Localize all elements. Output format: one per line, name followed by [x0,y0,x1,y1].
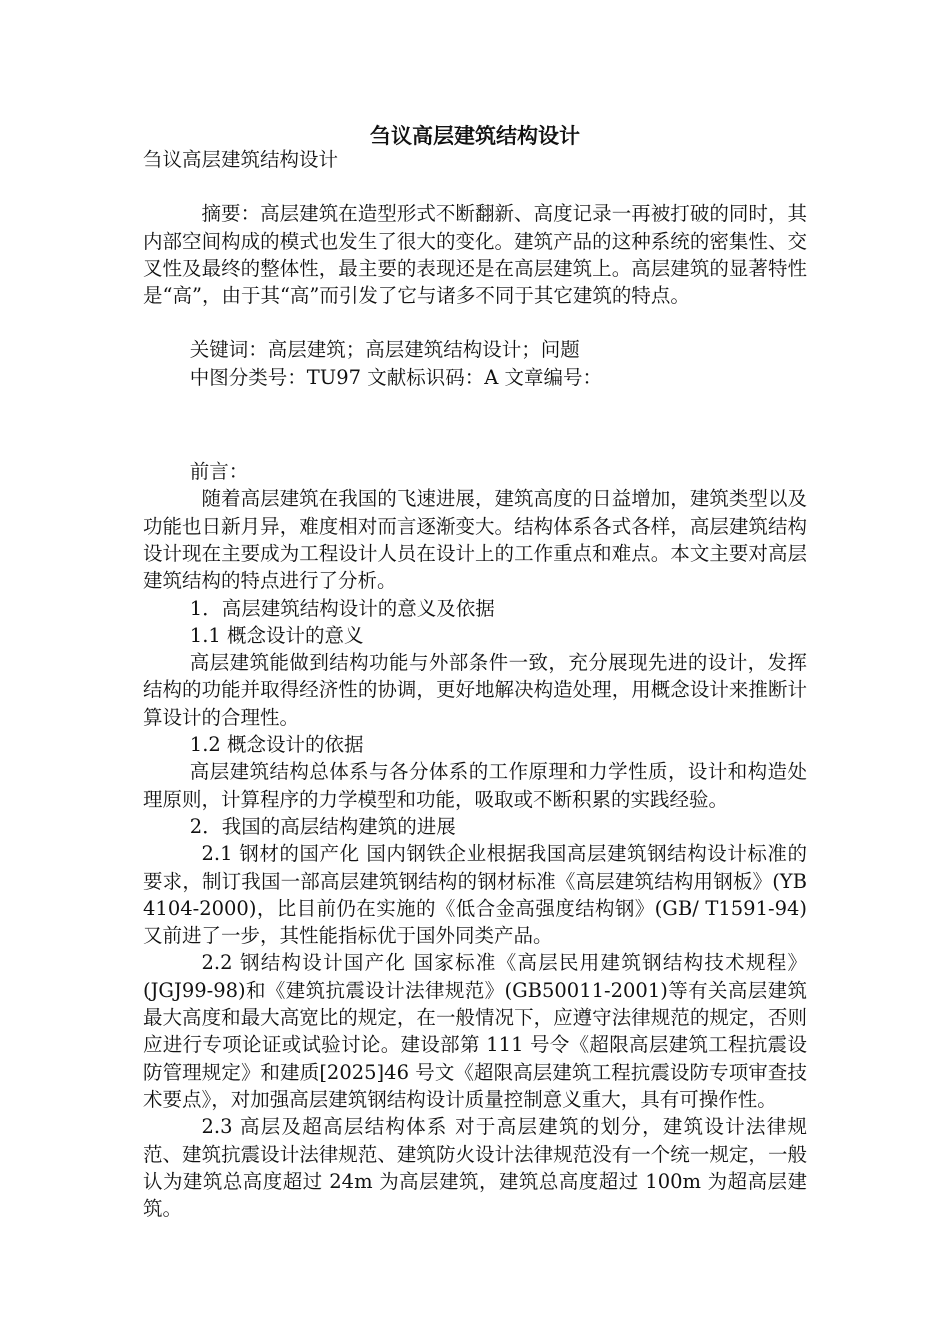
section-1-2-heading: 1.2 概念设计的依据 [189,733,364,757]
spacer [143,438,807,458]
spacer [143,418,807,438]
section-2-3-paragraph: 2.3 高层及超高层结构体系 对于高层建筑的划分，建筑设计法律规范、建筑抗震设计法律规范、建筑防火设计法律规范没有一个统一规定，一般认为建筑总高度超过 24m 为高层建筑，建筑总高度超过 100m 为超高层建筑。 [143,1115,807,1221]
section-1-2-paragraph: 高层建筑结构总体系与各分体系的工作原理和力学性质，设计和构造处理原则，计算程序的力学模型和功能，吸取或不断积累的实践经验。 [143,760,807,811]
section-1-heading: 1．高层建筑结构设计的意义及依据 [189,596,495,620]
section-2-2-paragraph: 2.2 钢结构设计国产化 国家标准《高层民用建筑钢结构技术规程》(JGJ99-98)和《建筑抗震设计法律规范》(GB50011-2001)等有关高层建筑最大高度和最大高宽比的规定，在一般情况下，应遵守法律规范的规定，否则应进行专项论证或试验讨论。建设部第 111 号令《超限高层建筑工程抗震设防管理规定》和建质[2025]46 号文《超限高层建筑工程抗震设防专项审查技术要点》，对加强高层建筑钢结构设计质量控制意义重大，具有可操作性。 [143,951,807,1111]
section-2-heading: 2．我国的高层结构建筑的进展 [189,814,456,838]
spacer [143,173,807,200]
preface-heading: 前言： [189,460,249,484]
section-1-1-heading: 1.1 概念设计的意义 [189,623,364,647]
spacer [143,391,807,418]
section-2-1-paragraph: 2.1 钢材的国产化 国内钢铁企业根据我国高层建筑钢结构设计标准的要求，制订我国一部高层建筑钢结构的钢材标准《高层建筑结构用钢板》(YB 4104-2000)，比目前仍在实施的《低合金高强度结构钢》(GB/ T1591-94)又前进了一步，其性能指标优于国外同类产品。 [143,842,814,948]
preface-paragraph: 随着高层建筑在我国的飞速进展，建筑高度的日益增加，建筑类型以及功能也日新月异，难度相对而言逐渐变大。结构体系各式各样，高层建筑结构设计现在主要成为工程设计人员在设计上的工作重点和难点。本文主要对高层建筑结构的特点进行了分析。 [143,487,807,593]
abstract-paragraph: 摘要：高层建筑在造型形式不断翻新、高度记录一再被打破的同时，其内部空间构成的模式也发生了很大的变化。建筑产品的这种系统的密集性、交叉性及最终的整体性，最主要的表现还是在高层建筑上。高层建筑的显著特性是“高”，由于其“高”而引发了它与诸多不同于其它建筑的特点。 [143,202,807,308]
section-1-1-paragraph: 高层建筑能做到结构功能与外部条件一致，充分展现先进的设计，发挥结构的功能并取得经济性的协调，更好地解决构造处理，用概念设计来推断计算设计的合理性。 [143,651,807,729]
document-body [143,146,814,1222]
document-subtitle: 刍议高层建筑结构设计 [143,148,339,171]
classification-line: 中图分类号：TU97 文献标识码：A 文章编号： [189,365,603,389]
keywords-line: 关键词：高层建筑；高层建筑结构设计；问题 [189,338,580,362]
document-title: 刍议高层建筑结构设计 [370,123,580,148]
spacer [143,309,807,336]
